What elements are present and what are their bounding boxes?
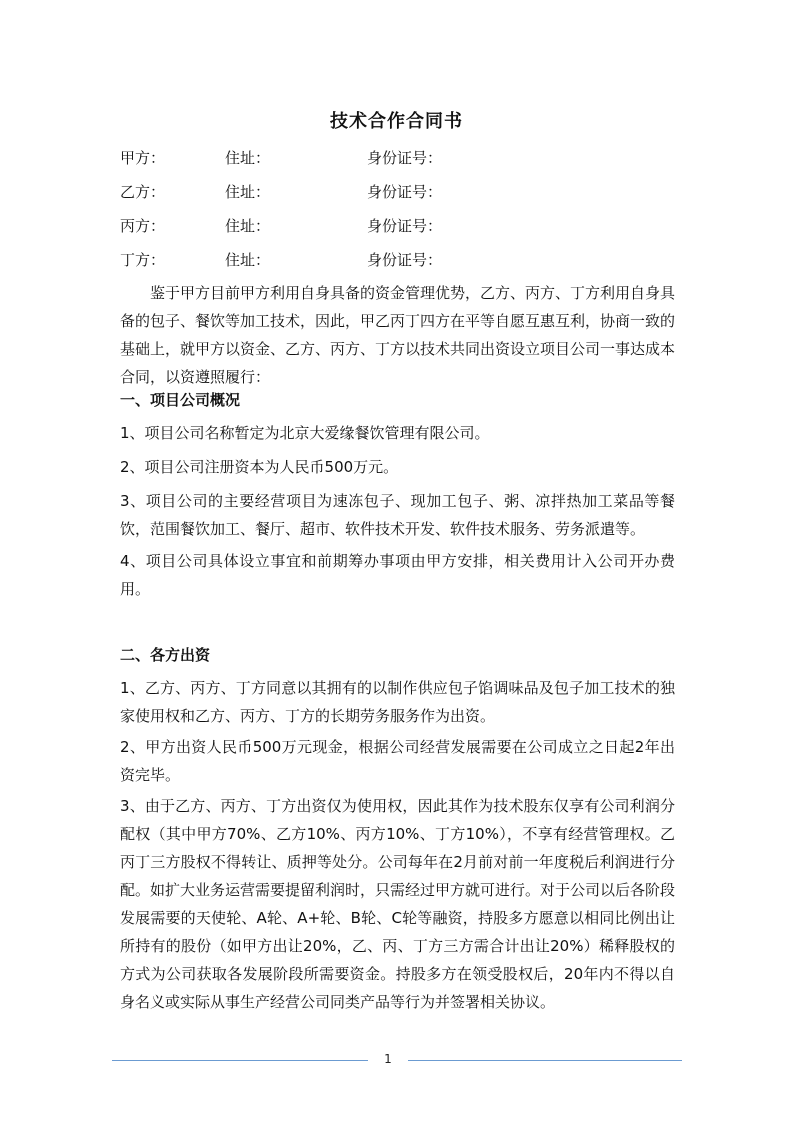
clause-paragraph: 3、项目公司的主要经营项目为速冻包子、现加工包子、粥、凉拌热加工菜品等餐饮，范围餐饮加工、餐厅、超市、软件技术开发、软件技术服务、劳务派遣等。 bbox=[120, 492, 675, 538]
footer-divider-left bbox=[112, 1060, 368, 1061]
clause-paragraph: 1、项目公司名称暂定为北京大爱缘餐饮管理有限公司。 bbox=[120, 424, 490, 442]
party-id-label: 身份证号： bbox=[367, 217, 443, 235]
document-title: 技术合作合同书 bbox=[330, 111, 463, 132]
clause-paragraph: 1、乙方、丙方、丁方同意以其拥有的以制作供应包子馅调味品及包子加工技术的独家使用权和乙方、丙方、丁方的长期劳务服务作为出资。 bbox=[120, 679, 675, 725]
party-address-label: 住址： bbox=[225, 217, 271, 235]
party-name: 丙方： bbox=[120, 217, 166, 235]
party-name: 乙方： bbox=[120, 183, 166, 201]
party-id-label: 身份证号： bbox=[367, 251, 443, 269]
party-id-label: 身份证号： bbox=[367, 149, 443, 167]
page-number: 1 bbox=[384, 1052, 392, 1066]
party-name: 甲方： bbox=[120, 149, 166, 167]
party-id-label: 身份证号： bbox=[367, 183, 443, 201]
clause-paragraph: 4、项目公司具体设立事宜和前期筹办事项由甲方安排，相关费用计入公司开办费用。 bbox=[120, 552, 675, 598]
party-address-label: 住址： bbox=[225, 251, 271, 269]
clause-paragraph: 2、项目公司注册资本为人民币500万元。 bbox=[120, 458, 399, 476]
section-heading-contributions: 二、各方出资 bbox=[120, 646, 211, 664]
clause-paragraph: 2、甲方出资人民币500万元现金，根据公司经营发展需要在公司成立之日起2年出资完毕。 bbox=[120, 738, 675, 784]
party-address-label: 住址： bbox=[225, 183, 271, 201]
footer-divider-right bbox=[408, 1060, 682, 1061]
party-name: 丁方： bbox=[120, 251, 166, 269]
preamble-paragraph: 鉴于甲方目前甲方利用自身具备的资金管理优势，乙方、丙方、丁方利用自身具备的包子、餐饮等加工技术，因此，甲乙丙丁四方在平等自愿互惠互利，协商一致的基础上，就甲方以资金、乙方、丙方、丁方以技术共同出资设立项目公司一事达成本合同，以资遵照履行： bbox=[120, 284, 676, 386]
party-address-label: 住址： bbox=[225, 149, 271, 167]
clause-paragraph: 3、由于乙方、丙方、丁方出资仅为使用权，因此其作为技术股东仅享有公司利润分配权（其中甲方70%、乙方10%、丙方10%、丁方10%），不享有经营管理权。乙丙丁三方股权不得转让、质押等处分。公司每年在2月前对前一年度税后利润进行分配。如扩大业务运营需要提留利润时，只需经过甲方就可进行。对于公司以后各阶段发展需要的天使轮、A轮、A+轮、B轮、C轮等融资，持股多方愿意以相同比例出让所持有的股份（如甲方出让20%，乙、丙、丁方三方需合计出让20%）稀释股权的方式为公司获取各发展阶段所需要资金。持股多方在领受股权后，20年内不得以自身名义或实际从事生产经营公司同类产品等行为并签署相关协议。 bbox=[120, 797, 676, 1011]
section-heading-company-overview: 一、项目公司概况 bbox=[120, 391, 241, 409]
